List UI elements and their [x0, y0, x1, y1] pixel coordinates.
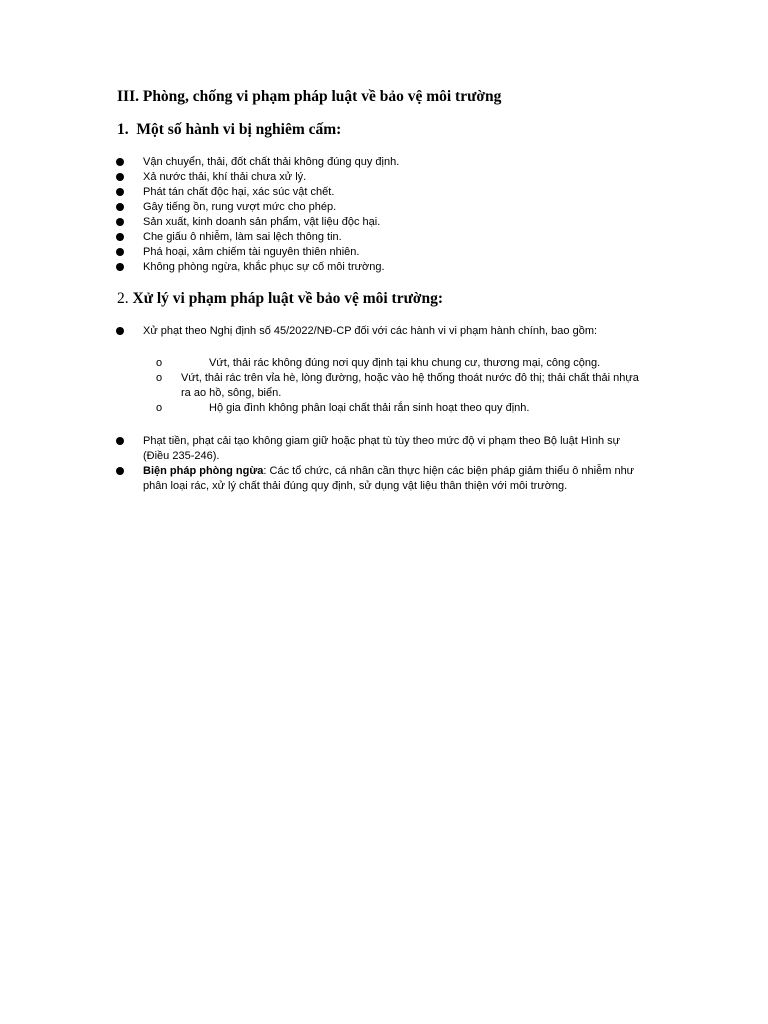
bullet-icon — [116, 233, 124, 241]
subsection-1-heading — [117, 121, 341, 139]
sublist-item — [0, 371, 768, 401]
prevention-label: Biện pháp phòng ngừa — [143, 465, 264, 477]
section-heading: III. Phòng, chống vi phạm pháp luật về bảo vệ môi trường — [117, 88, 502, 105]
bullet-icon — [116, 158, 124, 166]
prevention-paragraph — [143, 464, 648, 494]
subsection-1-title: Một số hành vi bị nghiêm cấm: — [136, 121, 342, 138]
list-item-text: Sản xuất, kinh doanh sản phẩm, vật liệu độc hại. — [143, 216, 381, 228]
bullet-icon — [116, 218, 124, 226]
list-item-text: Che giấu ô nhiễm, làm sai lệch thông tin. — [143, 231, 342, 243]
bullet-icon — [116, 173, 124, 181]
violation-sublist — [0, 356, 768, 416]
bullet-icon — [116, 248, 124, 256]
list-item-text: Gây tiếng ồn, rung vượt mức cho phép. — [143, 201, 337, 213]
circle-bullet-icon: o — [156, 357, 163, 369]
list-item-text: Phát tán chất độc hại, xác súc vật chết. — [143, 186, 335, 198]
sublist-item — [0, 356, 768, 371]
list-item-text: Vận chuyển, thải, đốt chất thải không đúng quy định. — [143, 156, 400, 168]
list-item-text: Không phòng ngừa, khắc phục sự cố môi trường. — [143, 261, 385, 273]
subsection-2-number: 2. — [117, 290, 129, 307]
subsection-2-title: Xử lý vi phạm pháp luật về bảo vệ môi trường: — [132, 290, 444, 307]
list-item-text: Xả nước thải, khí thải chưa xử lý. — [143, 171, 307, 183]
sublist-item-text: Hộ gia đình không phân loại chất thải rắn sinh hoạt theo quy định. — [209, 402, 530, 414]
circle-bullet-icon: o — [156, 372, 163, 384]
circle-bullet-icon: o — [156, 402, 163, 414]
bullet-icon — [116, 437, 124, 445]
prevention-text: : Các tổ chức, cá nhân cần thực hiện các biện pháp giảm thiểu ô nhiễm như phân loại rác, xử lý chất thải đúng quy định, sử dụng vật liệu thân thiện với môi trường. — [143, 465, 635, 492]
sublist-item-text: Vứt, thải rác không đúng nơi quy định tại khu chung cư, thương mại, công cộng. — [209, 357, 601, 369]
penalty-text: Phạt tiền, phạt cải tạo không giam giữ hoặc phạt tù tùy theo mức độ vi phạm theo Bộ luật Hình sự (Điều 235-246). — [143, 435, 621, 462]
penalty-intro-text: Xử phạt theo Nghị định số 45/2022/NĐ-CP đối với các hành vi vi phạm hành chính, bao gồm: — [143, 325, 598, 337]
bullet-icon — [116, 327, 124, 335]
subsection-2-heading — [117, 290, 443, 308]
bullet-icon — [116, 188, 124, 196]
list-item-text: Phá hoại, xâm chiếm tài nguyên thiên nhiên. — [143, 246, 360, 258]
bullet-icon — [116, 263, 124, 271]
sublist-item — [0, 401, 768, 416]
sublist-item-text: Vứt, thải rác trên vỉa hè, lòng đường, hoặc vào hệ thống thoát nước đô thị; thải chất thải nhựa ra ao hồ, sông, biển. — [181, 372, 639, 399]
bullet-icon — [116, 203, 124, 211]
subsection-1-number: 1. — [117, 121, 129, 138]
bullet-icon — [116, 467, 124, 475]
